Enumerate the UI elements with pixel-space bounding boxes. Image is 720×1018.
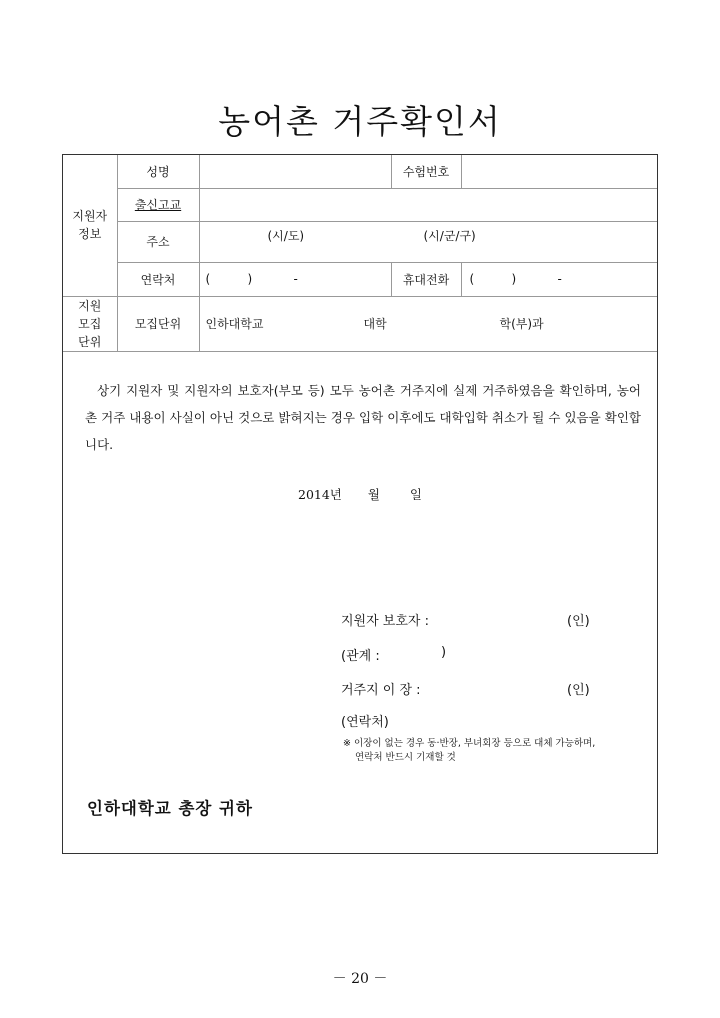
address-sigungu: (시/군/구) <box>423 228 476 243</box>
recruit-unit-group-label <box>63 296 117 351</box>
recruit-college: 대학 <box>363 316 387 331</box>
contact-field[interactable] <box>199 262 391 296</box>
footnote <box>343 737 595 765</box>
recruit-unit-label: 모집단위 <box>117 296 199 351</box>
group-label-line: 지원 <box>78 298 102 313</box>
name-field[interactable] <box>199 155 391 188</box>
document-title: 농어촌 거주확인서 <box>218 102 502 141</box>
mobile-dash: - <box>557 271 562 286</box>
relation-label: (관계 : <box>341 649 380 664</box>
contact-paren-open: ( <box>205 271 211 286</box>
footnote-line: ※ 이장이 없는 경우 동·반장, 부녀회장 등으로 대체 가능하며, <box>343 738 596 749</box>
exam-number-field[interactable] <box>461 155 657 188</box>
name-label: 성명 <box>117 155 199 188</box>
recruit-department: 학(부)과 <box>499 316 544 331</box>
group-label-line: 지원자 <box>72 209 108 224</box>
village-head-signature-line <box>341 679 590 698</box>
applicant-info-table <box>63 155 657 352</box>
guardian-signature-line <box>341 610 590 629</box>
village-head-contact: (연락처) <box>341 715 389 730</box>
confirmation-statement <box>85 377 641 458</box>
mobile-paren-close: ) <box>511 271 517 286</box>
group-label-line: 단위 <box>78 334 102 349</box>
date-line <box>63 485 657 503</box>
village-head-seal[interactable]: (인) <box>567 683 590 698</box>
group-label-line: 정보 <box>78 227 102 242</box>
village-head-contact-line <box>341 711 389 730</box>
date-month: 월 <box>367 487 380 502</box>
recruit-unit-field[interactable] <box>199 296 657 351</box>
page-number: － 20 － <box>332 971 388 987</box>
group-label-line: 모집 <box>78 316 102 331</box>
exam-number-label: 수험번호 <box>391 155 461 188</box>
high-school-label <box>117 188 199 221</box>
form-frame <box>62 154 658 854</box>
closing-address: 인하대학교 총장 귀하 <box>87 799 253 818</box>
statement-text: 상기 지원자 및 지원자의 보호자(부모 등) 모두 농어촌 거주지에 실제 거주하였음을 확인하며, 농어촌 거주 내용이 사실이 아닌 것으로 밝혀지는 경우 입학 이후에도 대학입학 취소가 될 수 있음을 확인합니다. <box>85 383 641 452</box>
mobile-field[interactable] <box>461 262 657 296</box>
contact-dash: - <box>293 271 298 286</box>
village-head-label: 거주지 이 장 : <box>341 683 421 698</box>
contact-label: 연락처 <box>117 262 199 296</box>
high-school-label-text: 출신고교 <box>134 198 182 212</box>
guardian-seal[interactable]: (인) <box>567 614 590 629</box>
footnote-line: 연락처 반드시 기재할 것 <box>355 752 456 763</box>
contact-paren-close: ) <box>247 271 253 286</box>
address-sido: (시/도) <box>267 228 305 243</box>
date-day: 일 <box>409 487 422 502</box>
date-year: 2014년 <box>298 487 342 502</box>
applicant-info-group-label <box>63 155 117 296</box>
high-school-field[interactable] <box>199 188 657 221</box>
mobile-label: 휴대전화 <box>391 262 461 296</box>
recruit-university: 인하대학교 <box>205 316 264 331</box>
address-label: 주소 <box>117 221 199 262</box>
guardian-label: 지원자 보호자 : <box>341 614 429 629</box>
address-field[interactable] <box>199 221 657 262</box>
relation-close: ) <box>441 645 447 660</box>
mobile-paren-open: ( <box>469 271 475 286</box>
relation-line <box>341 645 447 664</box>
